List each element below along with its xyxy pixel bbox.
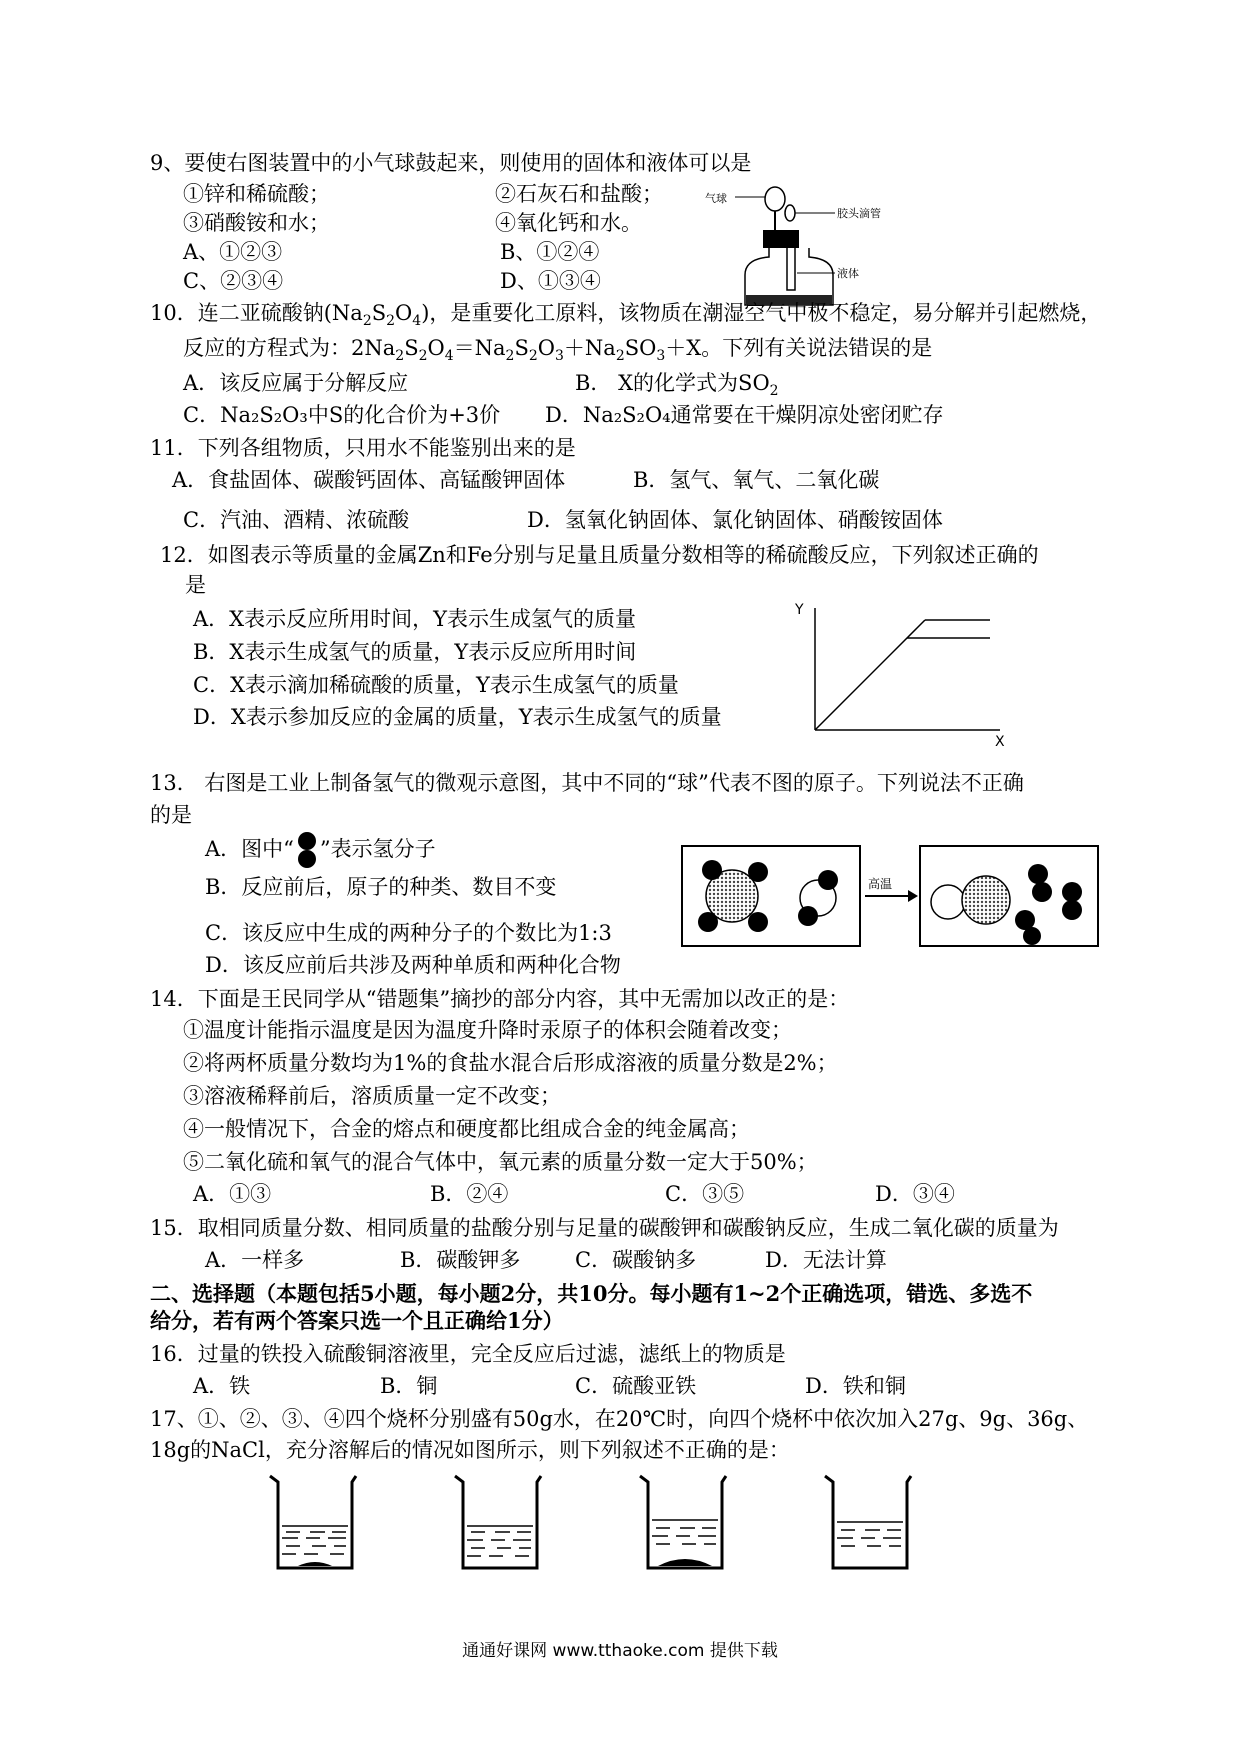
q14-choice-c: C．③⑤ <box>665 1182 745 1206</box>
q9-stem: 9、要使右图装置中的小气球鼓起来，则使用的固体和液体可以是 <box>150 151 752 175</box>
q12-graph <box>790 600 1020 750</box>
q13-choice-a: A．图中“ ”表示氢分子 <box>205 836 436 864</box>
q13-stem-line2: 的是 <box>150 803 192 827</box>
q9-option-2: ②石灰石和盐酸； <box>495 182 663 206</box>
q10-stem: 10．连二亚硫酸钠$(Na_2S_2O_4)$，是重要化工原料，该物质在潮湿空气中极不稳定，易分解并引起燃烧， <box>150 301 1102 330</box>
q12-axis-x-label: X <box>995 734 1005 750</box>
q14-item-5: ⑤二氧化硫和氧气的混合气体中，氧元素的质量分数一定大于50%； <box>183 1150 818 1174</box>
beaker-2 <box>455 1476 541 1568</box>
q10-choice-b: B． X的化学式为$SO_2$ <box>575 371 779 400</box>
q15-choice-a: A．一样多 <box>205 1248 305 1272</box>
q11-stem: 11．下列各组物质，只用水不能鉴别出来的是 <box>150 436 576 460</box>
q9-choice-a: A、①②③ <box>183 240 283 264</box>
q9-label-liquid: 液体 <box>837 267 859 280</box>
q9-choice-d: D、①③④ <box>500 269 601 293</box>
q10-equation: 反应的方程式为：$2Na_2S_2O_4=Na_2S_2O_3+Na_2SO_3+X$。下列有关说法错误的是 <box>183 336 933 365</box>
q16-stem: 16．过量的铁投入硫酸铜溶液里，完全反应后过滤，滤纸上的物质是 <box>150 1342 786 1366</box>
q15-stem: 15．取相同质量分数、相同质量的盐酸分别与足量的碳酸钾和碳酸钠反应，生成二氧化碳的质量为 <box>150 1216 1059 1240</box>
q17-stem-line2: 18g的NaCl，充分溶解后的情况如图所示，则下列叙述不正确的是： <box>150 1438 790 1462</box>
q16-choice-a: A．铁 <box>193 1374 251 1398</box>
q11-choice-d: D．氢氧化钠固体、氯化钠固体、硝酸铵固体 <box>527 508 943 532</box>
page-footer: 通通好课网 www.tthaoke.com 提供下载 <box>462 1641 778 1661</box>
q9-option-1: ①锌和稀硫酸； <box>183 182 330 206</box>
q14-choice-b: B．②④ <box>430 1182 509 1206</box>
q12-choice-a: A．X表示反应所用时间，Y表示生成氢气的质量 <box>193 607 636 631</box>
beaker-1 <box>270 1476 356 1568</box>
q16-choice-d: D．铁和铜 <box>805 1374 906 1398</box>
q14-item-4: ④一般情况下，合金的熔点和硬度都比组成合金的纯金属高； <box>183 1117 750 1141</box>
q14-item-1: ①温度计能指示温度是因为温度升降时汞原子的体积会随着改变； <box>183 1018 792 1042</box>
q14-stem: 14．下面是王民同学从“错题集”摘抄的部分内容，其中无需加以改正的是： <box>150 987 850 1011</box>
q10-choice-c: C．Na₂S₂O₃中S的化合价为+3价 <box>183 403 501 427</box>
q11-choice-c: C．汽油、酒精、浓硫酸 <box>183 508 410 532</box>
q15-choice-b: B．碳酸钾多 <box>400 1248 521 1272</box>
q10-choice-a: A．该反应属于分解反应 <box>183 371 409 395</box>
q13-choice-c: C．该反应中生成的两种分子的个数比为1:3 <box>205 921 612 945</box>
q9-label-dropper: 胶头滴管 <box>837 207 881 220</box>
q17-beakers-figure <box>260 1468 1040 1578</box>
q14-item-2: ②将两杯质量分数均为1%的食盐水混合后形成溶液的质量分数是2%； <box>183 1051 838 1075</box>
beaker-3 <box>640 1476 726 1568</box>
q12-choice-d: D．X表示参加反应的金属的质量，Y表示生成氢气的质量 <box>193 705 722 729</box>
q13-stem-line1: 13． 右图是工业上制备氢气的微观示意图，其中不同的“球”代表不图的原子。下列说法不正确 <box>150 771 1024 795</box>
q13-choice-b: B．反应前后，原子的种类、数目不变 <box>205 875 557 899</box>
section-2-heading-line2: 给分，若有两个答案只选一个且正确给1分） <box>150 1308 564 1333</box>
q9-apparatus-figure <box>705 185 895 310</box>
q12-axis-y-label: Y <box>795 602 804 618</box>
q14-choice-d: D．③④ <box>875 1182 955 1206</box>
q9-label-balloon: 气球 <box>705 192 727 205</box>
q12-choice-c: C．X表示滴加稀硫酸的质量，Y表示生成氢气的质量 <box>193 673 679 697</box>
q13-condition-label: 高温 <box>868 877 893 891</box>
q9-option-3: ③硝酸铵和水； <box>183 211 330 235</box>
q12-stem-line2: 是 <box>185 573 206 597</box>
q9-choice-c: C、②③④ <box>183 269 284 293</box>
q12-stem-line1: 12．如图表示等质量的金属Zn和Fe分别与足量且质量分数相等的稀硫酸反应，下列叙述正确的 <box>160 543 1039 567</box>
q16-choice-c: C．硫酸亚铁 <box>575 1374 697 1398</box>
q13-choice-d: D．该反应前后共涉及两种单质和两种化合物 <box>205 953 621 977</box>
q11-choice-b: B．氢气、氧气、二氧化碳 <box>633 468 880 492</box>
section-2-heading-line1: 二、选择题（本题包括5小题，每小题2分，共10分。每小题有1~2个正确选项，错选、多选不 <box>150 1281 1033 1306</box>
hydrogen-molecule-icon <box>294 838 320 864</box>
q9-choice-b: B、①②④ <box>500 240 600 264</box>
q16-choice-b: B．铜 <box>380 1374 438 1398</box>
q14-item-3: ③溶液稀释前后，溶质质量一定不改变； <box>183 1084 561 1108</box>
q10-choice-d: D．Na₂S₂O₄通常要在干燥阴凉处密闭贮存 <box>545 403 944 427</box>
q14-choice-a: A．①③ <box>193 1182 272 1206</box>
q12-choice-b: B．X表示生成氢气的质量，Y表示反应所用时间 <box>193 640 637 664</box>
q13-reaction-diagram <box>680 840 1100 950</box>
q15-choice-c: C．碳酸钠多 <box>575 1248 697 1272</box>
q17-stem-line1: 17、①、②、③、④四个烧杯分别盛有50g水，在20℃时，向四个烧杯中依次加入27g、9g、36g、 <box>150 1407 1089 1431</box>
q15-choice-d: D．无法计算 <box>765 1248 887 1272</box>
beaker-4 <box>825 1476 911 1568</box>
q11-choice-a: A．食盐固体、碳酸钙固体、高锰酸钾固体 <box>172 468 566 492</box>
q9-option-4: ④氧化钙和水。 <box>495 211 642 235</box>
